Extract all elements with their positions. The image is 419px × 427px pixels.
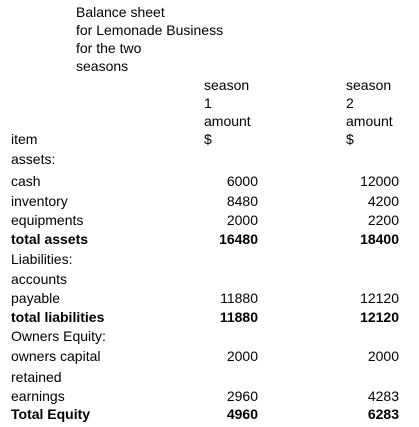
- title-line: Balance sheet: [76, 4, 165, 20]
- row-total-liabilities: [0, 308, 419, 326]
- row-label: owners capital: [11, 348, 101, 364]
- season-2-value: 4283: [367, 388, 399, 404]
- row-label: total assets: [11, 231, 89, 247]
- header-line: $: [346, 131, 354, 147]
- row-owners-equity-heading: [0, 327, 419, 345]
- row-inventory: [0, 192, 419, 210]
- season-1-value: 8480: [226, 193, 258, 209]
- row-label: equipments: [11, 212, 84, 228]
- row-label: Owners Equity:: [11, 328, 106, 344]
- row-equipments: [0, 211, 419, 229]
- header-line: amount: [346, 113, 393, 129]
- season-2-value: 12120: [360, 290, 399, 306]
- season-1-value: 2000: [226, 212, 258, 228]
- row-label: accounts: [11, 271, 68, 287]
- row-item: [0, 130, 419, 148]
- row-label: retained: [11, 369, 62, 385]
- row-accounts: [0, 270, 419, 288]
- season-1-value: 6000: [226, 173, 258, 189]
- row-total-assets: [0, 230, 419, 248]
- row-owners-capital: [0, 347, 419, 365]
- season-1-value: 16480: [219, 231, 258, 247]
- row-liabilities-heading: [0, 250, 419, 268]
- season-1-value: 4960: [226, 406, 258, 422]
- header-line: season: [204, 77, 250, 93]
- row-retained: [0, 368, 419, 386]
- row-label: cash: [11, 173, 41, 189]
- row-cash: [0, 172, 419, 190]
- season-2-value: 18400: [360, 231, 399, 247]
- row-assets-heading: [0, 150, 419, 168]
- row-payable: [0, 289, 419, 307]
- row-total-equity: [0, 405, 419, 423]
- row-label: inventory: [11, 193, 68, 209]
- header-line: season: [346, 77, 392, 93]
- season-1-value: 11880: [219, 309, 258, 325]
- sheet-title: [76, 3, 276, 75]
- season-1-value: 2000: [226, 348, 258, 364]
- title-line: for the two: [76, 40, 142, 56]
- row-label: assets:: [11, 151, 56, 167]
- title-line: for Lemonade Business: [76, 22, 224, 38]
- season-2-value: 6283: [367, 406, 399, 422]
- season-1-value: 2960: [226, 388, 258, 404]
- season-1-value: 11880: [220, 290, 258, 306]
- header-line: amount: [204, 113, 251, 129]
- row-label: total liabilities: [11, 309, 105, 325]
- row-label: payable: [11, 290, 61, 306]
- season-2-value: 2000: [367, 348, 399, 364]
- season-2-value: 12120: [360, 309, 399, 325]
- row-label: earnings: [11, 388, 65, 404]
- header-line: 1: [204, 95, 212, 111]
- row-label: Total Equity: [11, 406, 91, 422]
- season-2-value: 2200: [367, 212, 399, 228]
- header-line: $: [204, 131, 212, 147]
- row-earnings: [0, 387, 419, 405]
- row-label: item: [11, 131, 38, 147]
- season-2-value: 12000: [360, 173, 399, 189]
- header-line: 2: [346, 95, 354, 111]
- season-2-value: 4200: [367, 193, 399, 209]
- title-line: seasons: [76, 58, 129, 74]
- row-label: Liabilities:: [11, 251, 73, 267]
